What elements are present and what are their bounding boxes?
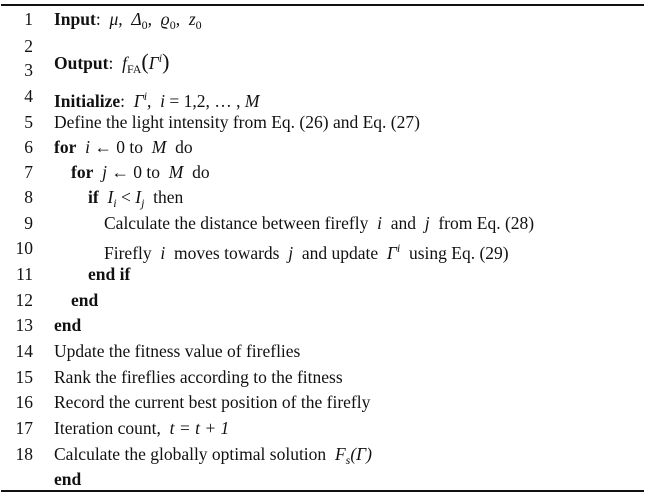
param-delta: $\Delta_0$ (131, 9, 148, 32)
top-rule (1, 4, 644, 6)
line-number: 16 (15, 392, 33, 412)
algo-line-11 (0, 262, 645, 286)
line-number: 13 (15, 315, 33, 335)
line-number: 8 (24, 187, 33, 207)
algo-line-12 (0, 288, 645, 312)
line-number: 14 (15, 341, 33, 361)
keyword-input: Input (54, 9, 96, 29)
line-number: 2 (24, 36, 33, 56)
line-content: Input: μ, $\Delta_0$, $ϱ_0$, $z_0$ (54, 9, 202, 32)
line-content: Iteration count, t = t + 1 (54, 418, 230, 438)
line-number: 9 (24, 213, 33, 233)
keyword-end: end (71, 290, 99, 310)
algo-line-final (0, 467, 645, 491)
algo-line-4 (0, 84, 645, 111)
algo-line-18 (0, 442, 645, 466)
line-number: 4 (24, 86, 33, 106)
line-content: Record the current best position of the firefly (54, 392, 371, 412)
line-number: 12 (15, 290, 33, 310)
param-z: $z_0$ (188, 9, 202, 32)
line-content: Rank the fireflies according to the fitness (54, 367, 343, 387)
line-number: 11 (16, 264, 33, 284)
line-content: Define the light intensity from Eq. (26) and Eq. (27) (54, 112, 420, 132)
line-number: 17 (15, 418, 33, 438)
line-content: Initialize: $\Gamma^i$, i = 1,2, … , M (54, 89, 260, 111)
param-rho: $ϱ_0$ (160, 9, 176, 32)
line-number: 5 (24, 112, 33, 132)
algo-line-17 (0, 416, 645, 440)
keyword-end-if: end if (88, 264, 131, 284)
output-function: $f_{FA}$ (122, 53, 142, 76)
algo-line-8 (0, 185, 645, 209)
line-number: 1 (24, 9, 33, 29)
algo-line-15 (0, 365, 645, 389)
algo-line-7 (0, 160, 645, 184)
algo-line-14 (0, 339, 645, 363)
line-content: for j ← 0 to M do (71, 162, 210, 182)
line-number: 3 (24, 60, 33, 80)
line-number: 15 (15, 367, 33, 387)
keyword-end: end (54, 315, 82, 335)
algo-line-6 (0, 135, 645, 159)
keyword-initialize: Initialize (54, 91, 121, 111)
algo-line-13 (0, 313, 645, 337)
algo-line-3 (0, 58, 645, 82)
keyword-for: for (71, 162, 94, 182)
keyword-output: Output (54, 53, 109, 73)
line-number: 10 (15, 238, 33, 258)
line-content: if $I_i < I_j$ then (88, 187, 184, 210)
keyword-end: end (54, 469, 82, 489)
algo-line-5 (0, 110, 645, 134)
line-number: 7 (24, 162, 33, 182)
line-number: 6 (24, 137, 33, 157)
keyword-for: for (54, 137, 77, 157)
line-content: Calculate the distance between firefly i and j from Eq. (28) (104, 213, 535, 233)
line-number: 18 (15, 444, 33, 464)
line-content: Firefly i moves towards j and update $\Gamma^i$ using Eq. (29) (104, 241, 509, 263)
bottom-rule (1, 490, 644, 492)
algo-line-1 (0, 7, 645, 31)
param-mu: μ, (109, 9, 123, 29)
line-content: for i ← 0 to M do (54, 137, 193, 157)
line-content: Calculate the globally optimal solution $F_s(\Gamma)$ (54, 444, 372, 467)
algo-line-9 (0, 211, 645, 235)
algo-line-16 (0, 390, 645, 414)
algo-line-10 (0, 236, 645, 263)
line-content: Output: $f_{FA}(\Gamma^i)$ (54, 49, 170, 76)
keyword-if: if (88, 187, 99, 207)
line-content: Update the fitness value of fireflies (54, 341, 301, 361)
